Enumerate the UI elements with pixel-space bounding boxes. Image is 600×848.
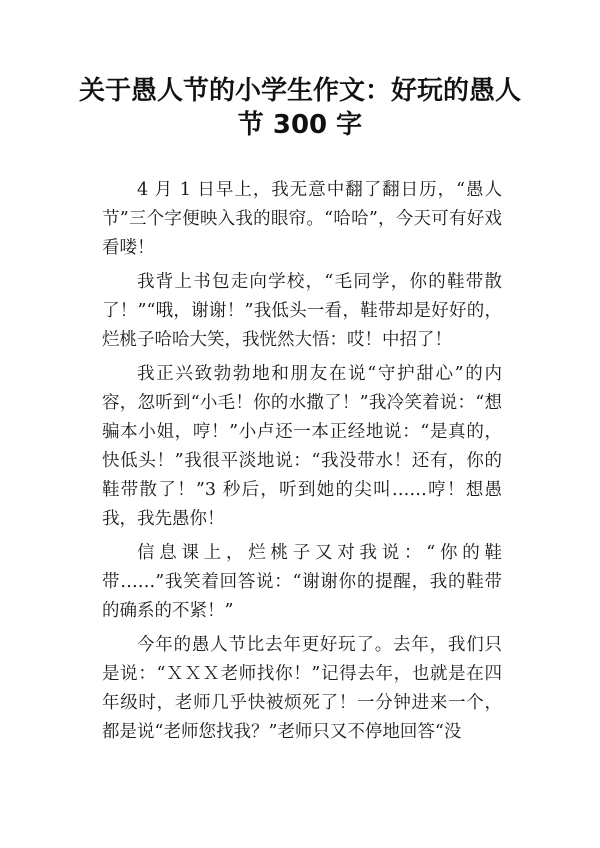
paragraph-5: 今年的愚人节比去年更好玩了。去年，我们只是说：“ＸＸＸ老师找你！”记得去年，也就是在四年级时，老师几乎快被烦死了！一分钟进来一个，都是说“老师您找我？”老师只又不停地回答“没 — [102, 635, 502, 742]
document-title: 关于愚人节的小学生作文：好玩的愚人节 300 字 — [78, 76, 521, 140]
paragraph-1: 4 月 1 日早上，我无意中翻了翻日历，“愚人节”三个字便映入我的眼帘。“哈哈”，今天可有好戏看喽！ — [102, 180, 502, 258]
paragraph-4: 信息课上，烂桃子又对我说：“你的鞋带……”我笑着回答说：“谢谢你的提醒，我的鞋带的确系的不紧！” — [102, 543, 502, 621]
paragraph-3: 我正兴致勃勃地和朋友在说“守护甜心”的内容，忽听到“小毛！你的水撒了！”我冷笑着说：“想骗本小姐，哼！”小卢还一本正经地说：“是真的，快低头！”我很平淡地说：“我没带水！还有，你的鞋带散了！”3 秒后，听到她的尖叫……哼！想愚我，我先愚你！ — [102, 364, 502, 529]
document-body — [102, 176, 502, 752]
paragraph-2: 我背上书包走向学校，“毛同学，你的鞋带散了！”“哦，谢谢！”我低头一看，鞋带却是好好的，烂桃子哈哈大笑，我恍然大悟：哎！中招了！ — [102, 272, 502, 350]
